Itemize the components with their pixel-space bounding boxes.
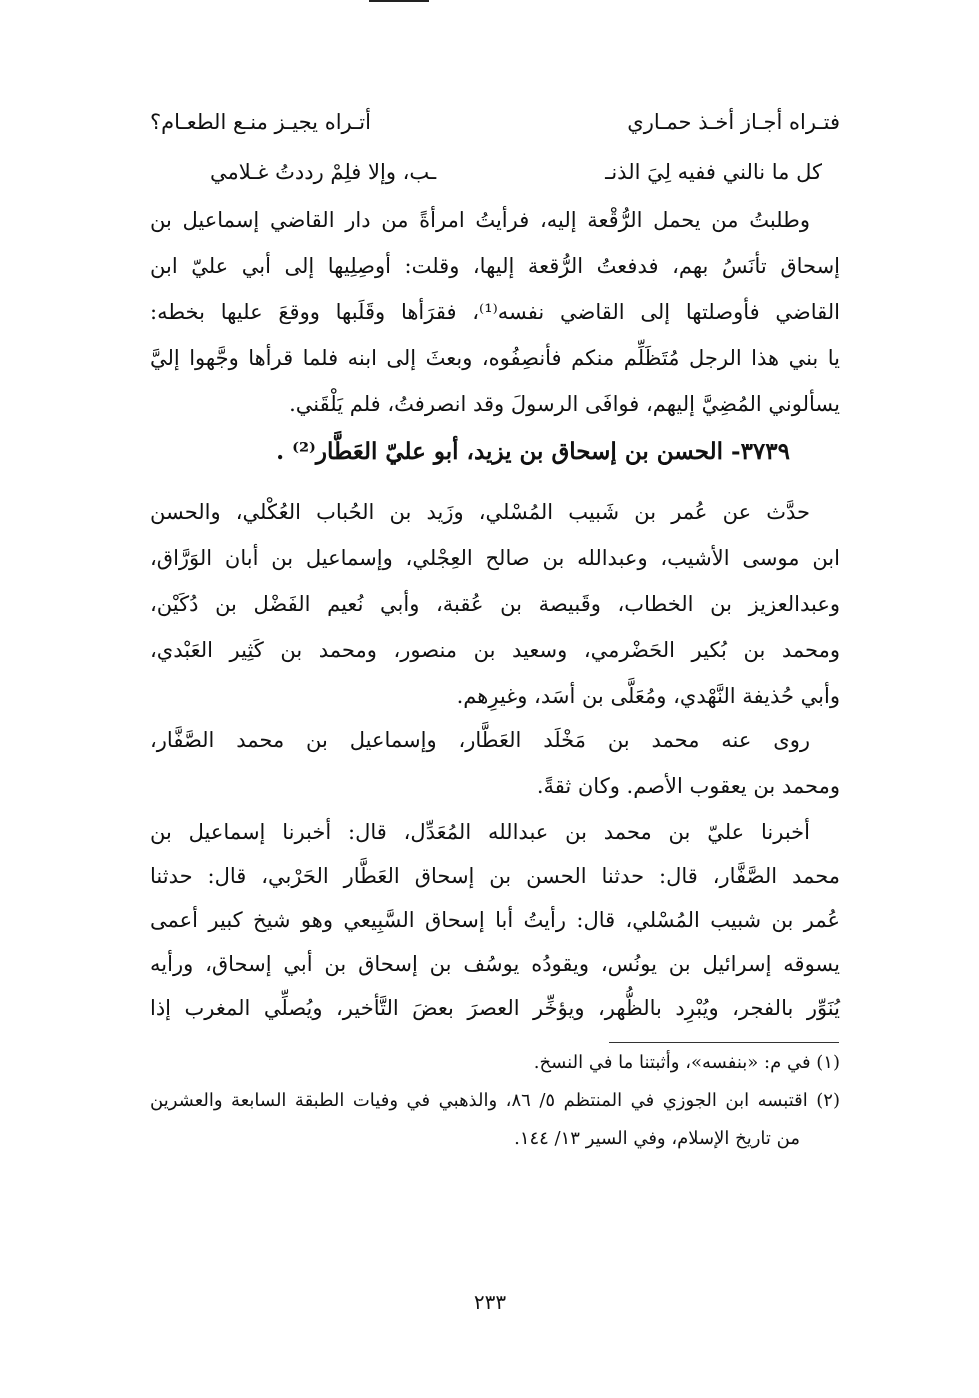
footnote: (١) في م: «بنفسه»، وأثبتنا ما في النسخ. (533, 1052, 840, 1073)
verse-hemistich-right: كل ما نالني ففيه لِيَ الذنـ (605, 160, 822, 184)
top-rule (369, 0, 429, 2)
footnote-separator (609, 1042, 839, 1043)
text-line: إسحاق تأنَسُ بهم، فدفعتُ الرُّقعة إليها، وقلت: أوصِلِيها إلى أبي عليّ ابن (150, 254, 840, 278)
text-line: وأبي حُذيفة النَّهْدي، ومُعَلَّى بن أسَد، وغيرِهم. (456, 684, 840, 708)
page-number: ٢٣٣ (473, 1290, 507, 1314)
text-line: وطلبتُ من يحمل الرُّقْعة إليه، فرأيتُ امرأةً من دار القاضي إسماعيل بن (150, 208, 810, 232)
text-line: وعبدالعزيز بن الخطاب، وقَبيصة بن عُقبة، وأبي نُعيم الفَضْل بن دُكَيْن، (150, 592, 840, 616)
verse-hemistich-left: أتـراه يجيـز منـع الطعـام؟ (150, 110, 371, 134)
text-line: عُمر بن شبيب المُسْلي، قال: رأيتُ أبا إسحاق السَّبِيعي وهو شيخ كبير أعمى (150, 908, 840, 932)
entry-heading: ٣٧٣٩- الحسن بن إسحاق بن يزيد، أبو عليّ العَطَّار⁽²⁾ . (276, 438, 790, 465)
footnote: من تاريخ الإسلام، وفي السير ١٣/ ١٤٤. (514, 1128, 800, 1149)
text-line: ومحمد بن بُكير الحَضْرمي، وسعيد بن منصور، ومحمد بن كَثِير العَبْدي، (150, 638, 840, 662)
text-line: القاضي فأوصلتها إلى القاضي نفسه⁽¹⁾، فقرَأها وقَلَبها ووقعَ عليها بخطه: (150, 300, 840, 324)
text-line: يسوقه إسرائيل بن يونُس، ويقودُه يوسُف بن إسحاق بن أبي إسحاق، ورأيه (150, 952, 840, 976)
text-line: ومحمد بن يعقوب الأصم. وكان ثقةً. (536, 774, 840, 798)
verse-hemistich-right: فتـراه أجـاز أخـذ حمـاري (627, 110, 840, 134)
text-line: حدَّث عن عُمر بن شَبيب المُسْلي، وزَيد بن الحُباب العُكْلي، والحسن (150, 500, 810, 524)
text-line: يا بني هذا الرجل مُتَظَلِّم منكم فأنصِفُوه، وبعثَ إلى ابنه فلما قرأها وجَّهوا إليَّ (150, 346, 840, 370)
footnote: (٢) اقتبسه ابن الجوزي في المنتظم ٥/ ٨٦، والذهبي في وفيات الطبقة السابعة والعشرين (150, 1090, 840, 1111)
text-line: محمد الصَّفَّار، قال: حدثنا الحسن بن إسحاق العَطَّار الحَرْبي، قال: حدثنا (150, 864, 840, 888)
text-line: يُنَوِّر بالفجر، ويُبْرِد بالظُّهر، ويؤخِّر العصرَ بعضَ التَّأخير، ويُصلِّي المغرب إذا (150, 996, 840, 1020)
verse-hemistich-left: ـب، وإلا فلِمْ رددتُ غـلامي (210, 160, 437, 184)
text-line: ابن موسى الأشيب، وعبدالله بن صالح العِجْلي، وإسماعيل بن أبان الوَرَّاق، (150, 546, 840, 570)
text-line: أخبرنا عليّ بن محمد بن عبدالله المُعَدِّل، قال: أخبرنا إسماعيل بن (150, 820, 810, 844)
verse-line (150, 110, 840, 150)
verse-line (150, 160, 840, 200)
text-line: روى عنه محمد بن مَخْلَد العَطَّار، وإسماعيل بن محمد الصَّفَّار، (150, 728, 810, 752)
text-line: يسألوني المُضِيَّ إليهم، فوافَى الرسولَ وقد انصرفتُ، فلم يَلْقَني. (289, 392, 840, 416)
